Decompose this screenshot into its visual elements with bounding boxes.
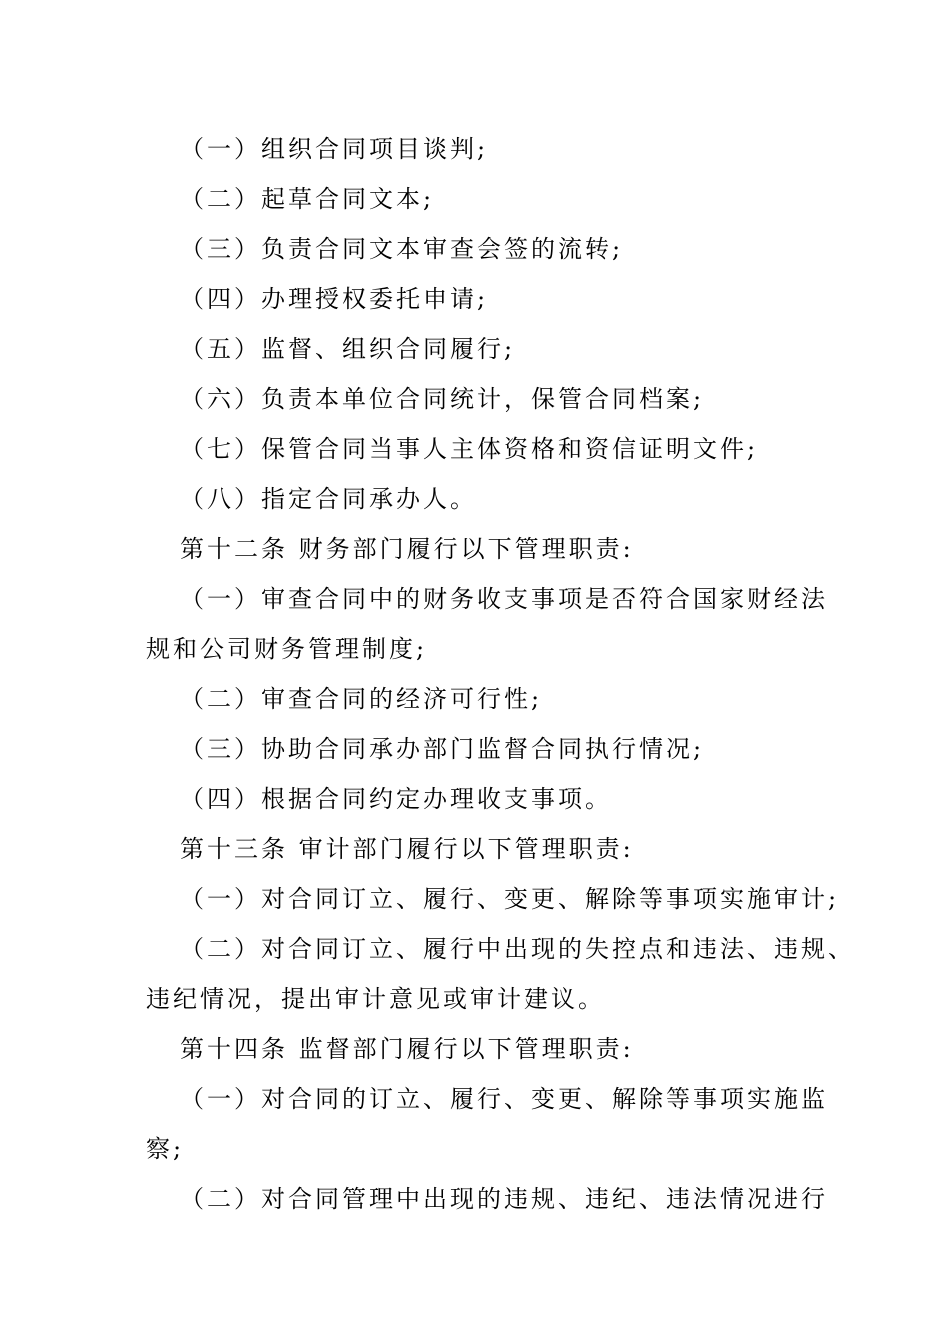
list-item: （八）指定合同承办人。: [180, 485, 477, 513]
list-item: （四）办理授权委托申请;: [180, 285, 489, 313]
article-heading: 第十二条 财务部门履行以下管理职责:: [180, 535, 634, 563]
list-item-continuation: 违纪情况，提出审计意见或审计建议。: [146, 985, 605, 1013]
list-item-continuation: 规和公司财务管理制度;: [146, 635, 428, 663]
list-item-continuation: 察;: [146, 1135, 185, 1163]
list-item: （二）对合同管理中出现的违规、违纪、违法情况进行: [180, 1185, 828, 1213]
list-item: （五）监督、组织合同履行;: [180, 335, 516, 363]
list-item: （一）对合同的订立、履行、变更、解除等事项实施监: [180, 1085, 828, 1113]
list-item: （二）起草合同文本;: [180, 185, 435, 213]
list-item: （二）对合同订立、履行中出现的失控点和违法、违规、: [180, 935, 855, 963]
list-item: （七）保管合同当事人主体资格和资信证明文件;: [180, 435, 759, 463]
list-item: （一）组织合同项目谈判;: [180, 135, 489, 163]
list-item: （一）对合同订立、履行、变更、解除等事项实施审计;: [180, 885, 840, 913]
list-item: （三）负责合同文本审查会签的流转;: [180, 235, 624, 263]
list-item: （二）审查合同的经济可行性;: [180, 685, 543, 713]
list-item: （四）根据合同约定办理收支事项。: [180, 785, 612, 813]
list-item: （三）协助合同承办部门监督合同执行情况;: [180, 735, 705, 763]
article-heading: 第十三条 审计部门履行以下管理职责:: [180, 835, 634, 863]
article-heading: 第十四条 监督部门履行以下管理职责:: [180, 1035, 634, 1063]
list-item: （六）负责本单位合同统计，保管合同档案;: [180, 385, 705, 413]
list-item: （一）审查合同中的财务收支事项是否符合国家财经法: [180, 585, 828, 613]
document-body: [146, 124, 855, 1224]
